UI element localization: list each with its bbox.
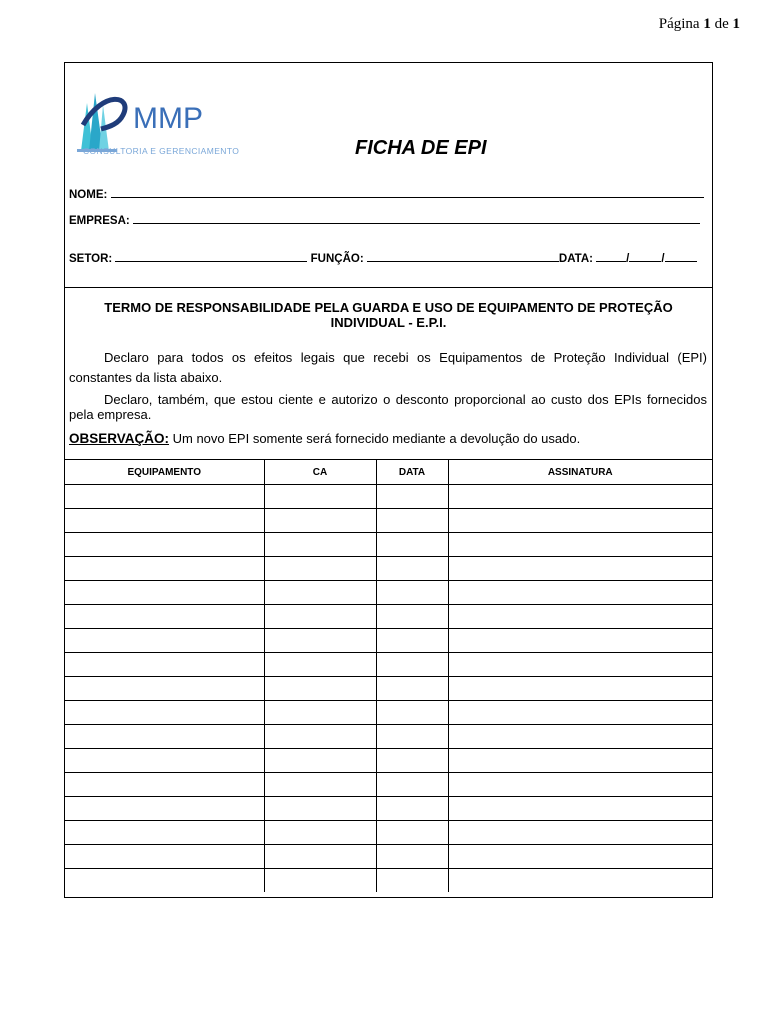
- data-cell[interactable]: [376, 725, 448, 749]
- table-row: [65, 725, 712, 749]
- epi-form: [64, 62, 713, 898]
- page-number: Página 1 de 1: [658, 16, 740, 32]
- empresa-field[interactable]: [69, 213, 700, 227]
- funcao-input-line[interactable]: [367, 251, 559, 262]
- table-row: [65, 557, 712, 581]
- data-cell[interactable]: [376, 821, 448, 845]
- ca-cell[interactable]: [264, 653, 376, 677]
- assinatura-cell[interactable]: [448, 797, 712, 821]
- table-row: [65, 797, 712, 821]
- observation-label: OBSERVAÇÃO:: [69, 431, 170, 446]
- table-row: [65, 677, 712, 701]
- term-title: TERMO DE RESPONSABILIDADE PELA GUARDA E USO DE EQUIPAMENTO DE PROTEÇÃO INDIVIDUAL - E.P.I.: [104, 300, 673, 330]
- ca-cell[interactable]: [264, 701, 376, 725]
- data-cell[interactable]: [376, 677, 448, 701]
- equipamento-cell[interactable]: [65, 629, 264, 653]
- nome-field[interactable]: [69, 187, 704, 201]
- assinatura-cell[interactable]: [448, 701, 712, 725]
- empresa-input-line[interactable]: [133, 213, 700, 224]
- ca-cell[interactable]: [264, 773, 376, 797]
- ca-cell[interactable]: [264, 557, 376, 581]
- col-assinatura: ASSINATURA: [448, 460, 712, 485]
- equipamento-cell[interactable]: [65, 485, 264, 509]
- col-equipamento: EQUIPAMENTO: [65, 460, 264, 485]
- data-cell[interactable]: [376, 869, 448, 893]
- assinatura-cell[interactable]: [448, 557, 712, 581]
- equipamento-cell[interactable]: [65, 677, 264, 701]
- ca-cell[interactable]: [264, 581, 376, 605]
- setor-funcao-data-row: SETOR: FUNÇÃO: DATA: / /: [69, 251, 697, 265]
- data-cell[interactable]: [376, 653, 448, 677]
- data-cell[interactable]: [376, 533, 448, 557]
- equipamento-cell[interactable]: [65, 749, 264, 773]
- table-row: [65, 845, 712, 869]
- table-row: [65, 653, 712, 677]
- data-cell[interactable]: [376, 605, 448, 629]
- data-cell[interactable]: [376, 773, 448, 797]
- ca-cell[interactable]: [264, 485, 376, 509]
- logo-subtitle: CONSULTORIA E GERENCIAMENTO: [83, 146, 240, 156]
- data-cell[interactable]: [376, 581, 448, 605]
- equipamento-cell[interactable]: [65, 821, 264, 845]
- table-row: [65, 629, 712, 653]
- assinatura-cell[interactable]: [448, 653, 712, 677]
- data-cell[interactable]: [376, 557, 448, 581]
- data-cell[interactable]: [376, 509, 448, 533]
- data-day-line[interactable]: [596, 251, 626, 262]
- equipamento-cell[interactable]: [65, 509, 264, 533]
- data-label: DATA:: [558, 253, 593, 265]
- equipamento-cell[interactable]: [65, 797, 264, 821]
- table-row: [65, 581, 712, 605]
- assinatura-cell[interactable]: [448, 749, 712, 773]
- ca-cell[interactable]: [264, 845, 376, 869]
- assinatura-cell[interactable]: [448, 773, 712, 797]
- equipamento-cell[interactable]: [65, 653, 264, 677]
- assinatura-cell[interactable]: [448, 725, 712, 749]
- equipamento-cell[interactable]: [65, 701, 264, 725]
- table-row: [65, 605, 712, 629]
- equipamento-cell[interactable]: [65, 605, 264, 629]
- table-row: [65, 485, 712, 509]
- form-title: FICHA DE EPI: [355, 137, 487, 159]
- col-ca: CA: [264, 460, 376, 485]
- assinatura-cell[interactable]: [448, 629, 712, 653]
- table-row: [65, 821, 712, 845]
- company-logo: [73, 85, 258, 161]
- nome-input-line[interactable]: [111, 187, 704, 198]
- assinatura-cell[interactable]: [448, 821, 712, 845]
- data-cell[interactable]: [376, 797, 448, 821]
- data-cell[interactable]: [376, 845, 448, 869]
- ca-cell[interactable]: [264, 509, 376, 533]
- data-cell[interactable]: [376, 629, 448, 653]
- ca-cell[interactable]: [264, 605, 376, 629]
- equipamento-cell[interactable]: [65, 581, 264, 605]
- assinatura-cell[interactable]: [448, 581, 712, 605]
- assinatura-cell[interactable]: [448, 485, 712, 509]
- assinatura-cell[interactable]: [448, 869, 712, 893]
- ca-cell[interactable]: [264, 677, 376, 701]
- assinatura-cell[interactable]: [448, 845, 712, 869]
- logo-brand-text: MMP: [133, 102, 203, 135]
- ca-cell[interactable]: [264, 533, 376, 557]
- section-divider: [65, 287, 712, 288]
- data-year-line[interactable]: [665, 251, 697, 262]
- observation-text: Um novo EPI somente será fornecido mediante a devolução do usado.: [169, 431, 581, 446]
- setor-input-line[interactable]: [115, 251, 307, 262]
- equipamento-cell[interactable]: [65, 533, 264, 557]
- empresa-label: EMPRESA:: [69, 215, 130, 227]
- funcao-label: FUNÇÃO:: [310, 253, 364, 265]
- equipamento-cell[interactable]: [65, 773, 264, 797]
- ca-cell[interactable]: [264, 749, 376, 773]
- setor-label: SETOR:: [69, 253, 113, 265]
- assinatura-cell[interactable]: [448, 677, 712, 701]
- data-cell[interactable]: [376, 749, 448, 773]
- declaration-paragraph-1: Declaro para todos os efeitos legais que recebi os Equipamentos de Proteção Individual (EPI) constantes da lista abaixo.: [69, 350, 707, 385]
- nome-label: NOME:: [69, 189, 108, 201]
- table-row: [65, 773, 712, 797]
- table-row: [65, 701, 712, 725]
- col-data: DATA: [376, 460, 448, 485]
- table-header-row: [65, 460, 712, 485]
- epi-table: [65, 460, 712, 892]
- data-cell[interactable]: [376, 701, 448, 725]
- ca-cell[interactable]: [264, 821, 376, 845]
- table-row: [65, 749, 712, 773]
- assinatura-cell[interactable]: [448, 605, 712, 629]
- equipamento-cell[interactable]: [65, 845, 264, 869]
- assinatura-cell[interactable]: [448, 533, 712, 557]
- table-row: [65, 509, 712, 533]
- equipamento-cell[interactable]: [65, 557, 264, 581]
- data-cell[interactable]: [376, 485, 448, 509]
- equipamento-cell[interactable]: [65, 725, 264, 749]
- table-row: [65, 869, 712, 893]
- data-month-line[interactable]: [629, 251, 661, 262]
- ca-cell[interactable]: [264, 797, 376, 821]
- ca-cell[interactable]: [264, 629, 376, 653]
- table-row: [65, 533, 712, 557]
- assinatura-cell[interactable]: [448, 509, 712, 533]
- declaration-paragraph-2: Declaro, também, que estou ciente e autorizo o desconto proporcional ao custo dos EPIs fornecidos pela empresa.: [69, 392, 707, 422]
- equipamento-cell[interactable]: [65, 869, 264, 893]
- observation: [69, 429, 707, 449]
- ca-cell[interactable]: [264, 869, 376, 893]
- ca-cell[interactable]: [264, 725, 376, 749]
